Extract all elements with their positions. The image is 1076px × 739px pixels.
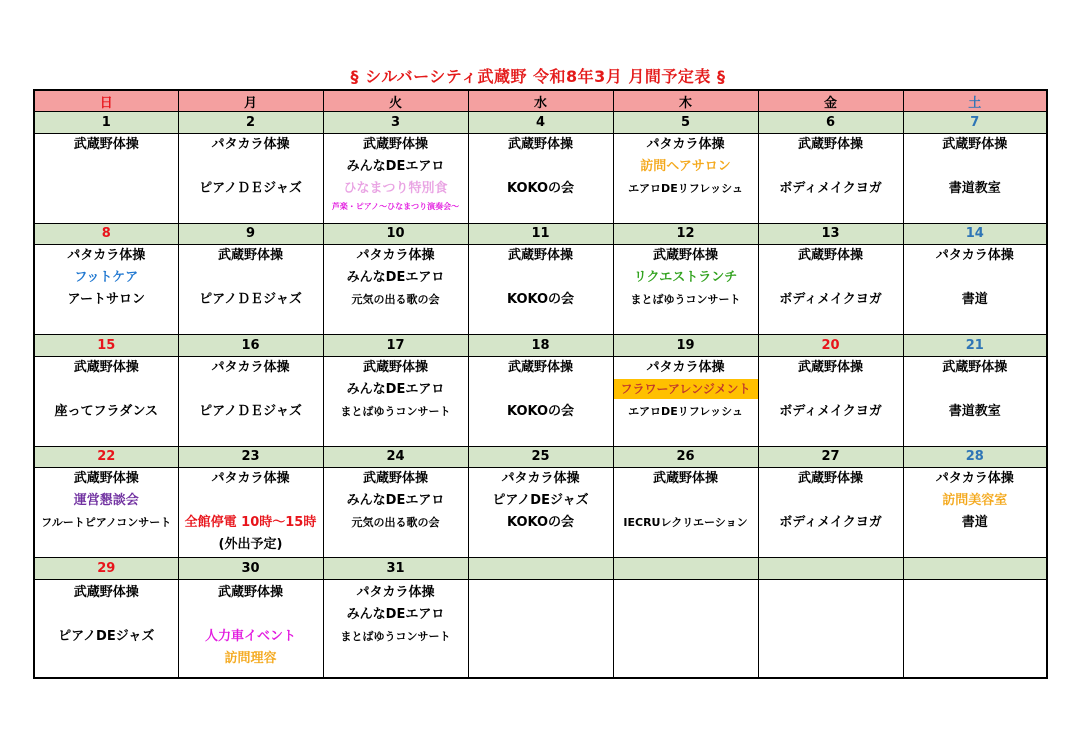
event: パタカラ体操 [211,136,290,152]
day-events [323,468,468,558]
date-row [34,223,1047,244]
event: ひなまつり特別食 [343,180,448,196]
date-cell: 7 [903,112,1047,133]
day-events [323,133,468,223]
event [759,267,903,289]
event: パタカラ体操 [67,248,146,264]
weekday-sunday: 日 [34,90,178,112]
event: 訪問ヘアサロン [640,158,731,174]
date-cell: 26 [613,446,758,467]
event: 武蔵野体操 [942,136,1008,152]
events-row [34,579,1047,678]
events-row [34,468,1047,558]
event: リクエストランチ [633,270,738,286]
date-cell: 9 [178,223,323,244]
day-events [903,468,1047,558]
event: 元気の出る歌の会 [351,516,440,530]
event: パタカラ体操 [211,471,290,487]
date-cell: 25 [468,446,613,467]
date-cell: 28 [903,446,1047,467]
day-events [758,356,903,446]
page-title: § シルバーシティ武蔵野 令和8年3月 月間予定表 § [350,67,726,86]
event: 運営懇談会 [73,493,139,509]
date-row [34,446,1047,467]
day-events [903,245,1047,335]
event: パタカラ体操 [935,471,1014,487]
event [614,490,758,512]
event: 武蔵野体操 [73,359,139,375]
day-events [758,245,903,335]
event: IECRUレクリエーション [623,516,748,530]
event [179,604,323,626]
event: 座ってフラダンス [54,403,159,419]
event [179,490,323,512]
day-events [323,579,468,678]
event: 芦楽・ピアノ～ひなまつり演奏会～ [331,201,460,211]
event: まとばゆうコンサート [340,629,451,643]
date-cell: 12 [613,223,758,244]
events-row [34,356,1047,446]
event: KOKOの会 [506,515,575,531]
event [759,379,903,401]
event: 武蔵野体操 [73,471,139,487]
event [469,267,613,289]
day-events [613,468,758,558]
event: 訪問理容 [224,650,277,666]
event [179,267,323,289]
event: 武蔵野体操 [362,359,428,375]
date-row [34,112,1047,133]
event: パタカラ体操 [356,584,435,600]
day-events [323,356,468,446]
event: パタカラ体操 [356,248,435,264]
date-cell: 27 [758,446,903,467]
event: 訪問美容室 [942,493,1008,509]
date-cell: 30 [178,558,323,579]
day-events [468,356,613,446]
date-cell: 1 [34,112,178,133]
day-events [613,245,758,335]
date-cell: 23 [178,446,323,467]
event: ピアノDEジャズ [58,628,155,644]
event: 武蔵野体操 [797,248,863,264]
event [904,267,1047,289]
weekday-thursday: 木 [613,90,758,112]
event: 武蔵野体操 [217,584,283,600]
weekday-saturday: 土 [903,90,1047,112]
date-cell: 11 [468,223,613,244]
event [35,604,178,626]
day-events [34,579,178,678]
date-cell: 6 [758,112,903,133]
date-cell: 21 [903,335,1047,356]
date-cell: 22 [34,446,178,467]
event [179,379,323,401]
event: みんなDEエアロ [346,158,445,174]
event: パタカラ体操 [211,359,290,375]
event: みんなDEエアロ [346,381,445,397]
event: 元気の出る歌の会 [351,293,440,307]
event [35,379,178,401]
event: 武蔵野体操 [652,471,718,487]
date-cell: 17 [323,335,468,356]
event: まとばゆうコンサート [630,293,741,307]
day-events [178,579,323,678]
day-events [323,245,468,335]
date-cell: 29 [34,558,178,579]
event: 武蔵野体操 [362,471,428,487]
date-cell [613,558,758,579]
event: 武蔵野体操 [73,584,139,600]
events-row [34,133,1047,223]
date-cell: 14 [903,223,1047,244]
event: 武蔵野体操 [217,248,283,264]
event: ピアノＤＥジャズ [199,180,302,196]
event: ボディメイクヨガ [779,515,882,531]
weekday-tuesday: 火 [323,90,468,112]
date-cell: 24 [323,446,468,467]
event [759,156,903,178]
date-cell: 13 [758,223,903,244]
event: (外出予定) [218,537,283,553]
event: 武蔵野体操 [507,136,573,152]
event [469,156,613,178]
day-events [903,133,1047,223]
day-events [468,468,613,558]
event: フルートピアノコンサート [41,516,172,530]
event: ボディメイクヨガ [779,180,882,196]
weekday-wednesday: 水 [468,90,613,112]
date-cell: 19 [613,335,758,356]
day-events [613,356,758,446]
day-events [758,468,903,558]
date-cell: 8 [34,223,178,244]
event: パタカラ体操 [501,471,580,487]
empty-day [903,579,1047,678]
event: フットケア [74,270,139,286]
event: みんなDEエアロ [346,606,445,622]
event: 書道 [961,515,988,531]
event: ボディメイクヨガ [779,403,882,419]
event: 人力車イベント [204,628,296,644]
empty-day [613,579,758,678]
event: 武蔵野体操 [73,136,139,152]
weekday-monday: 月 [178,90,323,112]
event [904,156,1047,178]
date-cell [468,558,613,579]
monthly-calendar [33,89,1048,679]
date-cell: 16 [178,335,323,356]
day-events [903,356,1047,446]
event: 武蔵野体操 [507,248,573,264]
day-events [34,356,178,446]
weekday-friday: 金 [758,90,903,112]
date-cell: 3 [323,112,468,133]
day-events [758,133,903,223]
event: エアロDEリフレッシュ [628,181,743,195]
event [179,156,323,178]
weekday-header-row [34,90,1047,112]
day-events [468,245,613,335]
event: ピアノＤＥジャズ [199,403,302,419]
event: 武蔵野体操 [942,359,1008,375]
event: みんなDEエアロ [346,493,445,509]
day-events [34,245,178,335]
event: 武蔵野体操 [362,136,428,152]
day-events [613,133,758,223]
date-row [34,558,1047,579]
date-cell [758,558,903,579]
events-row [34,245,1047,335]
date-cell: 31 [323,558,468,579]
empty-day [758,579,903,678]
day-events [178,245,323,335]
event [469,379,613,401]
date-cell: 18 [468,335,613,356]
event: 全館停電 10時～15時 [184,515,317,531]
event: パタカラ体操 [935,248,1014,264]
date-cell: 20 [758,335,903,356]
event: エアロDEリフレッシュ [628,404,743,418]
event-highlight: フラワーアレンジメント [614,379,758,399]
date-cell: 4 [468,112,613,133]
event: パタカラ体操 [646,136,725,152]
event: 書道 [961,292,988,308]
day-events [178,356,323,446]
event: みんなDEエアロ [346,270,445,286]
event: KOKOの会 [506,292,575,308]
event [904,379,1047,401]
date-cell: 10 [323,223,468,244]
date-cell [903,558,1047,579]
event: 書道教室 [948,180,1001,196]
day-events [34,468,178,558]
event: 武蔵野体操 [797,471,863,487]
date-cell: 5 [613,112,758,133]
event: 書道教室 [948,403,1001,419]
event: KOKOの会 [506,403,575,419]
event: ピアノＤＥジャズ [199,292,302,308]
date-cell: 2 [178,112,323,133]
event: KOKOの会 [506,180,575,196]
event: 武蔵野体操 [652,248,718,264]
day-events [468,133,613,223]
date-row [34,335,1047,356]
day-events [178,133,323,223]
event: 武蔵野体操 [797,359,863,375]
event: アートサロン [67,292,146,308]
event: パタカラ体操 [646,359,725,375]
event: ボディメイクヨガ [779,292,882,308]
day-events [178,468,323,558]
date-cell: 15 [34,335,178,356]
event: 武蔵野体操 [797,136,863,152]
event: 武蔵野体操 [507,359,573,375]
event: ピアノDEジャズ [492,493,589,509]
empty-day [468,579,613,678]
event [759,490,903,512]
event: まとばゆうコンサート [340,404,451,418]
day-events [34,133,178,223]
